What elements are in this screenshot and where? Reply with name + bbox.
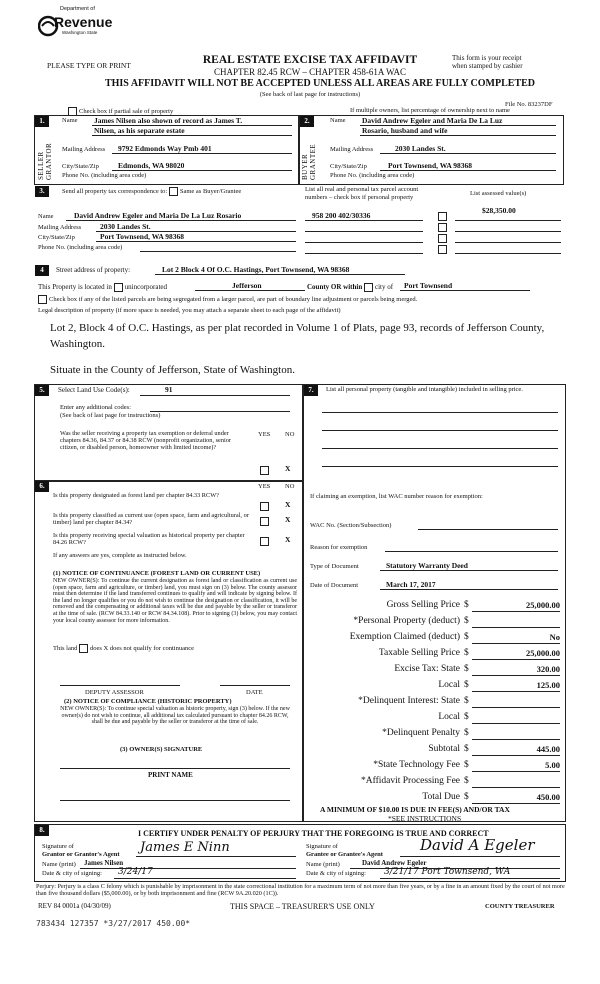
unincorporated-checkbox[interactable] <box>114 283 123 292</box>
legal-description-2[interactable]: Washington. <box>50 338 106 350</box>
correspond-city[interactable]: Port Townsend, WA 98368 <box>100 232 185 241</box>
correspond-city-line <box>96 241 296 242</box>
tax-row-value[interactable]: 320.00 <box>536 664 560 674</box>
s5-no: NO <box>285 431 295 438</box>
county-treasurer: COUNTY TREASURER <box>485 903 555 910</box>
buyer-city-line <box>380 170 556 171</box>
grantee-signature-line <box>400 856 560 857</box>
county-or-row <box>307 283 393 292</box>
grantor-date[interactable]: 3/24/17 <box>118 867 153 877</box>
grantee-signature[interactable]: David A Egeler <box>420 836 535 854</box>
tax-row-label: Taxable Selling Price <box>378 648 460 658</box>
section-3-number: 3. <box>35 186 49 197</box>
seller-mailing[interactable]: 9792 Edmonds Way Pmb 401 <box>118 144 212 153</box>
additional-codes-2: (See back of last page for instructions) <box>60 412 161 419</box>
deputy-date: DATE <box>246 689 263 696</box>
s6-no: NO <box>285 483 295 490</box>
tax-row-label: *Delinquent Penalty <box>382 728 460 738</box>
grantor-sig-label-1: Signature of <box>42 843 74 850</box>
treasurer-stamp: 783434 127357 *3/27/2017 450.00* <box>36 919 191 928</box>
additional-codes-line <box>150 411 290 412</box>
parcel-line-4 <box>305 253 423 254</box>
dollar-sign: $ <box>464 728 469 738</box>
section-5-number: 5. <box>35 385 49 396</box>
print-note: PLEASE TYPE OR PRINT <box>47 61 131 70</box>
street-label: Street address of property: <box>56 266 131 274</box>
located-text: This Property is located in <box>38 283 112 292</box>
county[interactable]: Jefferson <box>232 281 262 290</box>
current-use-yes-checkbox[interactable] <box>260 517 269 526</box>
grantor-name-line <box>80 868 296 869</box>
personal-property-line-1 <box>322 412 558 413</box>
does-label: does <box>90 644 102 652</box>
buyer-name-line-2 <box>360 135 556 136</box>
assessed-head: List assessed value(s) <box>470 190 527 197</box>
rev-number: REV 84 0001a (04/30/09) <box>38 902 111 910</box>
tax-row-line <box>472 707 560 708</box>
tax-row-line <box>472 803 560 804</box>
parcel-line-1 <box>305 220 423 221</box>
doc-date-line <box>380 589 558 590</box>
section-6-number: 6. <box>35 481 49 492</box>
section-7-number: 7. <box>304 385 318 396</box>
tax-row-line <box>472 627 560 628</box>
grantor-sig-label-2: Grantor or Grantor's Agent <box>42 851 120 858</box>
located-row <box>38 283 167 292</box>
reason-line-1 <box>385 551 558 552</box>
unincorporated-label: unincorporated <box>124 283 168 292</box>
grantee-date[interactable]: 3/21/17 Port Townsend, WA <box>384 867 511 877</box>
logo-state: Washington State <box>62 30 98 35</box>
situate[interactable]: Situate in the County of Jefferson, State of Washington. <box>50 364 295 376</box>
correspond-name-label: Name <box>38 213 54 220</box>
personal-property-line-3 <box>322 448 558 449</box>
tax-row-label: Local <box>438 680 460 690</box>
exemption-wac-label: If claiming an exemption, list WAC number reason for exemption: <box>310 493 483 500</box>
grantee-name-label: Name (print) <box>306 861 340 868</box>
assessed-line-2 <box>455 231 561 232</box>
multiple-owners: If multiple owners, list percentage of ownership next to name <box>350 107 510 114</box>
tax-row-line <box>472 691 560 692</box>
tax-row-label: *Affidavit Processing Fee <box>360 776 460 786</box>
tax-row-label: *Personal Property (deduct) <box>353 616 460 626</box>
forest-no-mark[interactable]: X <box>285 500 291 509</box>
legal-description-1[interactable]: Lot 2, Block 4 of O.C. Hastings, as per plat recorded in Volume 1 of Plats, page 93, records of Jefferson County, <box>50 322 545 334</box>
wac-no-line <box>418 529 558 530</box>
reason-label: Reason for exemption <box>310 544 368 551</box>
county-line <box>195 290 305 291</box>
tax-row-value[interactable]: 125.00 <box>536 680 560 690</box>
form-title: REAL ESTATE EXCISE TAX AFFIDAVIT <box>202 54 418 66</box>
parcel-checkbox-3[interactable] <box>438 234 447 243</box>
grantor-signature[interactable]: James E Ninn <box>140 840 230 855</box>
see-instructions: *SEE INSTRUCTIONS <box>388 814 462 823</box>
doc-date-label: Date of Document <box>310 582 359 589</box>
certify: I CERTIFY UNDER PENALTY OF PERJURY THAT THE FOREGOING IS TRUE AND CORRECT <box>138 829 489 838</box>
tax-row-value[interactable]: 25,000.00 <box>526 648 560 658</box>
chapter: CHAPTER 82.45 RCW – CHAPTER 458-61A WAC <box>214 67 406 77</box>
street-address[interactable]: Lot 2 Block 4 Of O.C. Hastings, Port Townsend, WA 98368 <box>162 265 350 274</box>
correspond-name[interactable]: David Andrew Egeler and Maria De La Luz Rosario <box>74 211 242 220</box>
legal-label: Legal description of property (if more space is needed, you may attach a separate sheet to each page of the affidavit) <box>38 307 341 314</box>
notice2-title: (2) NOTICE OF COMPLIANCE (HISTORIC PROPERTY) <box>64 698 232 705</box>
send-label: Send all property tax correspondence to: <box>62 187 168 195</box>
grantee-sig-label-1: Signature of <box>306 843 338 850</box>
tax-row-line <box>472 755 560 756</box>
tax-row-label: Gross Selling Price <box>386 600 460 610</box>
doc-type-line <box>380 570 558 571</box>
logo-name: Revenue <box>54 14 113 30</box>
doc-type[interactable]: Statutory Warranty Deed <box>386 561 468 570</box>
dollar-sign: $ <box>464 712 469 722</box>
assessed-line-4 <box>455 253 561 254</box>
tax-row-label: Subtotal <box>428 744 460 754</box>
grantor-name-label: Name (print) <box>42 861 76 868</box>
exemption-question: Was the seller receiving a property tax exemption or deferral under chapters 84.36, 84.37 or 84.38 RCW (nonprofit organization, senior citizen, or disabled person, homeowner with limited income)? <box>60 430 231 451</box>
grantor-name[interactable]: James Nilsen <box>84 859 124 867</box>
dollar-sign: $ <box>464 696 469 706</box>
segregated-row <box>38 295 417 304</box>
tax-row-line <box>472 771 560 772</box>
deputy-line <box>60 685 180 686</box>
seller-mailing-label: Mailing Address <box>62 146 106 153</box>
buyer-side-label: BUYER GRANTEE <box>301 143 317 180</box>
tax-row-value[interactable]: 445.00 <box>536 744 560 754</box>
correspond-phone-label: Phone No. (including area code) <box>38 244 123 251</box>
owner-signature-line <box>60 768 290 769</box>
tax-row-label: Local <box>438 712 460 722</box>
seller-side-label: SELLER GRANTOR <box>37 142 53 180</box>
notice2-body: NEW OWNER(S): To continue special valuation as historic property, sign (3) below. If the new owner(s) do not wish to continue, all additional tax calculated pursuant to chapter 84.26 RCW, shall be due and payable by the seller or transferor at the time of sale. <box>60 706 290 726</box>
correspond-name-line <box>66 220 296 221</box>
correspond-city-label: City/State/Zip <box>38 234 75 241</box>
section-8-number: 8. <box>35 825 49 836</box>
historic-no-mark[interactable]: X <box>285 535 291 544</box>
dollar-sign: $ <box>464 632 469 642</box>
dollar-sign: $ <box>464 664 469 674</box>
dollar-sign: $ <box>464 744 469 754</box>
warning: THIS AFFIDAVIT WILL NOT BE ACCEPTED UNLESS ALL AREAS ARE FULLY COMPLETED <box>104 78 536 89</box>
assessed-line-1 <box>455 220 561 221</box>
personal-property-line-2 <box>322 430 558 431</box>
section-1-number: 1. <box>35 116 49 127</box>
tax-row-label: *Delinquent Interest: State <box>358 696 460 706</box>
personal-property-line-4 <box>322 466 558 467</box>
doc-type-label: Type of Document <box>310 563 359 570</box>
buyer-mailing[interactable]: 2030 Landes St. <box>395 144 446 153</box>
seller-name-1: James Nilsen also shown of record as James T. <box>94 116 243 125</box>
tax-row-line <box>472 723 560 724</box>
correspond-phone-line <box>140 251 296 252</box>
additional-codes-1: Enter any additional codes: <box>60 404 131 411</box>
wac-no-label: WAC No. (Section/Subsection) <box>310 522 392 529</box>
tax-row-line <box>472 787 560 788</box>
land-use-line <box>140 395 290 396</box>
deputy-date-line <box>220 685 290 686</box>
receipt-note-1: This form is your receipt <box>452 54 522 62</box>
city-line <box>400 290 530 291</box>
city-name[interactable]: Port Townsend <box>404 281 453 290</box>
partial-sale-label: Check box if partial sale of property <box>79 107 174 115</box>
buyer-name-1: David Andrew Egeler and Maria De La Luz <box>362 116 503 125</box>
seller-name-line-2 <box>92 135 292 136</box>
tax-row-line <box>472 739 560 740</box>
forest-question: Is this property designated as forest land per chapter 84.33 RCW? <box>53 492 219 499</box>
parcel-checkbox-4[interactable] <box>438 245 447 254</box>
tax-row-value[interactable]: 25,000.00 <box>526 600 560 610</box>
tax-row-value[interactable]: 450.00 <box>536 792 560 802</box>
treasurer-space: THIS SPACE – TREASURER'S USE ONLY <box>230 902 375 911</box>
seller-city-label: City/State/Zip <box>62 163 99 170</box>
historic-question: Is this property receiving special valuation as historical property per chapter 84.26 RCW? <box>53 532 245 546</box>
tax-row-value[interactable]: No <box>549 632 560 642</box>
current-use-no-mark[interactable]: X <box>285 515 291 524</box>
print-name-line <box>60 800 290 801</box>
section-2-number: 2. <box>300 116 314 127</box>
deputy-assessor: DEPUTY ASSESSOR <box>85 689 144 696</box>
tax-row-line <box>472 643 560 644</box>
current-use-question: Is this property classified as current use (open space, farm and agricultural, or timber) land per chapter 84.34? <box>53 512 249 526</box>
owner-signature-label: (3) OWNER(S) SIGNATURE <box>120 746 203 753</box>
s6-yes: YES <box>258 483 271 490</box>
notice1-title: (1) NOTICE OF CONTINUANCE (FOREST LAND OR CURRENT USE) <box>53 570 261 577</box>
this-land-label: This land <box>53 644 78 652</box>
dollar-sign: $ <box>464 648 469 658</box>
doc-date[interactable]: March 17, 2017 <box>386 580 436 589</box>
street-line <box>155 274 405 275</box>
buyer-city-label: City/State/Zip <box>330 163 367 170</box>
correspond-mailing-label: Mailing Address <box>38 224 82 231</box>
parcel-line-2 <box>305 231 423 232</box>
print-name-label: PRINT NAME <box>148 771 193 779</box>
parcel-number[interactable]: 958 200 402/30336 <box>312 211 371 220</box>
tax-row-label: *State Technology Fee <box>373 760 460 770</box>
same-as-buyer-checkbox[interactable] <box>169 187 178 196</box>
dollar-sign: $ <box>464 680 469 690</box>
city-of-checkbox[interactable] <box>364 283 373 292</box>
grantee-name[interactable]: David Andrew Egeler <box>362 859 427 867</box>
seller-name-label: Name <box>62 117 78 124</box>
segregated-label: Check box if any of the listed parcels are being segregated from a larger parcel, are part of boundary line adjustment or parcels being merged. <box>49 295 418 303</box>
same-as-label: Same as Buyer/Grantee <box>179 187 242 195</box>
grantee-date-line <box>380 878 560 879</box>
parcel-head-2: numbers – check box if personal property <box>305 194 414 201</box>
dollar-sign: $ <box>464 792 469 802</box>
does-not-label[interactable]: X does not qualify for continuance <box>103 644 194 652</box>
seller-mailing-line <box>112 153 292 154</box>
city-of-label: city of <box>374 283 394 292</box>
buyer-mailing-label: Mailing Address <box>330 146 374 153</box>
tax-row-value[interactable]: 5.00 <box>545 760 560 770</box>
assessed-line-3 <box>455 242 561 243</box>
grantee-sig-label-2: Grantee or Grantee's Agent <box>306 851 383 858</box>
see-back: (See back of last page for instructions) <box>259 91 361 98</box>
buyer-name-2: Rosario, husband and wife <box>362 126 448 135</box>
file-no: File No. 83237DF <box>505 101 553 108</box>
personal-property-label: List all personal property (tangible and intangible) included in selling price. <box>326 386 523 393</box>
send-correspondence <box>62 187 241 196</box>
exemption-no-mark[interactable]: X <box>285 464 291 473</box>
parcel-checkbox-1[interactable] <box>438 212 447 221</box>
correspond-mailing[interactable]: 2030 Landes St. <box>100 222 151 231</box>
continuance-row <box>53 644 194 653</box>
grantor-date-line <box>114 878 296 879</box>
county-or-label: County OR within <box>307 283 363 292</box>
seller-city[interactable]: Edmonds, WA 98020 <box>118 161 185 170</box>
notice1-body: NEW OWNER(S): To continue the current designation as forest land or classification as current use (open space, farm and agriculture, or timber) land, you must sign on (3) below. The county assessor must then determine if the land transferred continues to qualify and will indicate by signing below. If the land no longer qualifies or you do not wish to continue the designation or classification, it will be removed and the compensating or additional taxes will be due and payable by the seller or transferor at the time of sale. (RCW 84.33.140 or RCW 84.34.108). Prior to signing (3) below, you may contact your local county assessor for more information. <box>53 578 297 624</box>
assessed-value[interactable]: $28,350.00 <box>482 206 516 215</box>
parcel-line-3 <box>305 242 423 243</box>
seller-phone-label: Phone No. (including area code) <box>62 172 147 179</box>
logo <box>38 4 113 46</box>
seller-name-2: Nilsen, as his separate estate <box>94 126 185 135</box>
tax-row-line <box>472 659 560 660</box>
grantor-date-label: Date & city of signing: <box>42 870 102 877</box>
perjury-note: Perjury: Perjury is a class C felony which is punishable by imprisonment in the state correctional institution for a maximum term of not more than five years, or by a fine in an amount fixed by the court of not more than five thousand dollars ($5,000.00), or by both imprisonment and fine (RCW 9A.20.020 (1C)). <box>36 883 565 897</box>
tax-row-line <box>472 675 560 676</box>
buyer-phone-label: Phone No. (including area code) <box>330 172 415 179</box>
buyer-name-label: Name <box>330 117 346 124</box>
tax-row-label: Excise Tax: State <box>394 664 460 674</box>
seller-city-line <box>112 170 292 171</box>
tax-row-label: Exemption Claimed (deduct) <box>349 632 460 642</box>
dollar-sign: $ <box>464 776 469 786</box>
historic-yes-checkbox[interactable] <box>260 537 269 546</box>
section-4-number: 4 <box>35 265 49 276</box>
dollar-sign: $ <box>464 760 469 770</box>
buyer-mailing-line <box>380 153 556 154</box>
yes-note: If any answers are yes, complete as instructed below. <box>53 552 187 559</box>
buyer-city[interactable]: Port Townsend, WA 98368 <box>388 161 473 170</box>
exemption-yes-checkbox[interactable] <box>260 466 269 475</box>
land-use-label: Select Land Use Code(s): <box>58 386 130 394</box>
parcel-head-1: List all real and personal tax parcel account <box>305 186 419 193</box>
does-checkbox[interactable] <box>79 644 88 653</box>
grantor-signature-line <box>136 856 296 857</box>
tax-row-label: Total Due <box>422 792 460 802</box>
forest-yes-checkbox[interactable] <box>260 502 269 511</box>
tax-row-line <box>472 611 560 612</box>
parcel-checkbox-2[interactable] <box>438 223 447 232</box>
minimum-due: A MINIMUM OF $10.00 IS DUE IN FEE(S) AND/OR TAX <box>320 805 510 814</box>
s5-yes: YES <box>258 431 271 438</box>
dollar-sign: $ <box>464 616 469 626</box>
land-use-code[interactable]: 91 <box>165 385 173 394</box>
dollar-sign: $ <box>464 600 469 610</box>
logo-dept: Department of <box>60 6 95 12</box>
grantee-date-label: Date & city of signing: <box>306 870 366 877</box>
segregated-checkbox[interactable] <box>38 295 47 304</box>
receipt-note-2: when stamped by cashier <box>452 62 523 70</box>
